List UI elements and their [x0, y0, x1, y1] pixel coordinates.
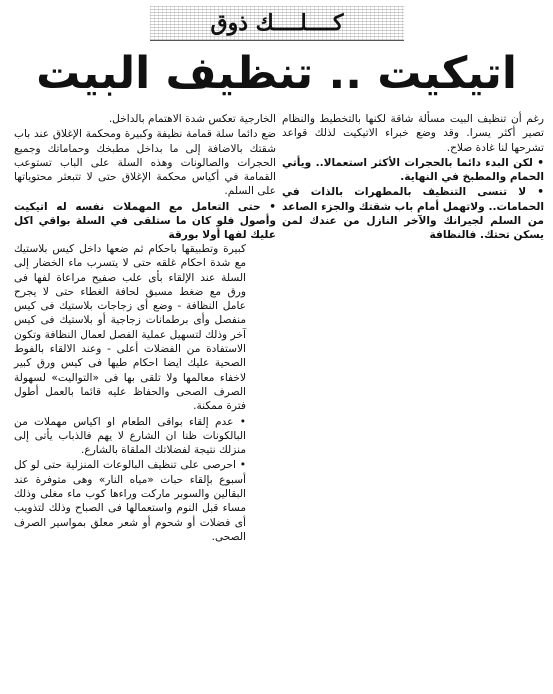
- article-headline: اتيكيت .. تنظيف البيت: [36, 48, 517, 99]
- paragraph: رغم أن تنظيف البيت مسألة شاقة لكنها بالتخطيط والنظام تصير أكثر يسرا. وقد وضع خبراء الاتيكيت لذلك قواعد تشرحها لنا غادة صلاح.: [282, 113, 544, 154]
- article-column-middle: [14, 112, 276, 244]
- paragraph: الخارجية تعكس شدة الاهتمام بالداخل.: [108, 113, 276, 125]
- paragraph: • لا تنسى التنظيف بالمطهرات بالذات في الحمامات.. ولاتهمل أمام باب شقتك والجزء الصاعد من السلم لجيرانك والآخر النازل من عندك لمن يسكن تحتك. فالنظافة: [282, 186, 544, 242]
- paragraph: ضع دائما سلة قمامة نظيفة وكبيرة ومحكمة الإغلاق عند باب شقتك بالاضافة إلى ما بداخل مطبخك وحماماتك وجميع الحجرات والصالونات وهذه السلة على الباب تستوعب القمامة في أكياس محكمة الإغلاق حتى لا تتبعثر محتوياتها على السلم.: [14, 128, 276, 198]
- paragraph: • لكن البدء دائما بالحجرات الأكثر استعمالا.. ويأتي الحمام والمطبخ في النهاية.: [282, 156, 544, 184]
- paragraph: • حتى التعامل مع المهملات نفسه له اتيكيت وأصول فلو كان ما ستلقى في السلة بواقي اكل عليك لفها أولا بورقة: [14, 200, 276, 242]
- paragraph: • احرصى على تنظيف البالوعات المنزلية حتى لو كل أسبوع بإلقاء حبات «مياه النار» وهى متوفرة عند البقالين والسوبر ماركت وراءها كوب ماء مغلى وذلك مساء قبل النوم واستعمالها فى الصباح وذلك لتذويب أى فضلات أو شحوم أو شعر معلق بمواسير الصرف الصحى.: [14, 459, 246, 543]
- article-column-left: [14, 242, 246, 545]
- paragraph: • عدم إلقاء بواقى الطعام او اكياس مهملات من البالكونات ظنا ان الشارع لا يهم فالذباب يأتى إلى منزلك نتيجة لفضلاتك الملقاة بالشارع.: [14, 415, 246, 457]
- section-kicker: كــــلــــك ذوق: [150, 6, 404, 41]
- article-column-right: [282, 112, 544, 244]
- paragraph: كبيرة وتطبيقها باحكام ثم ضعها داخل كيس بلاستيك مع شدة احكام غلقه حتى لا يتسرب ماء الخضار إلى السلة عند الإلقاء بأى علب صفيح مراعاة لفها فى ورق مع ضغط مسبق لحافة الغطاء حتى لا يجرح عامل النظافة - وضع أى زجاجات بلاستيك فى كيس منفصل وأى برطمانات زجاجية أو بلاستيك فى كيس آخر وذلك لتسهيل عملية الفصل لعمال النظافة وتكون الاستفادة من الفضلات أعلى - وعند الالقاء بالفوط الصحية عليك ايضا احكام طيها فى كيس ورق كبير لاخفاء معالمها ولا تلقى بها فى «التواليت» لسهولة الصرف الصحى والحفاظ عليه قائما بالعمل أطول فترة ممكنة.: [14, 243, 246, 413]
